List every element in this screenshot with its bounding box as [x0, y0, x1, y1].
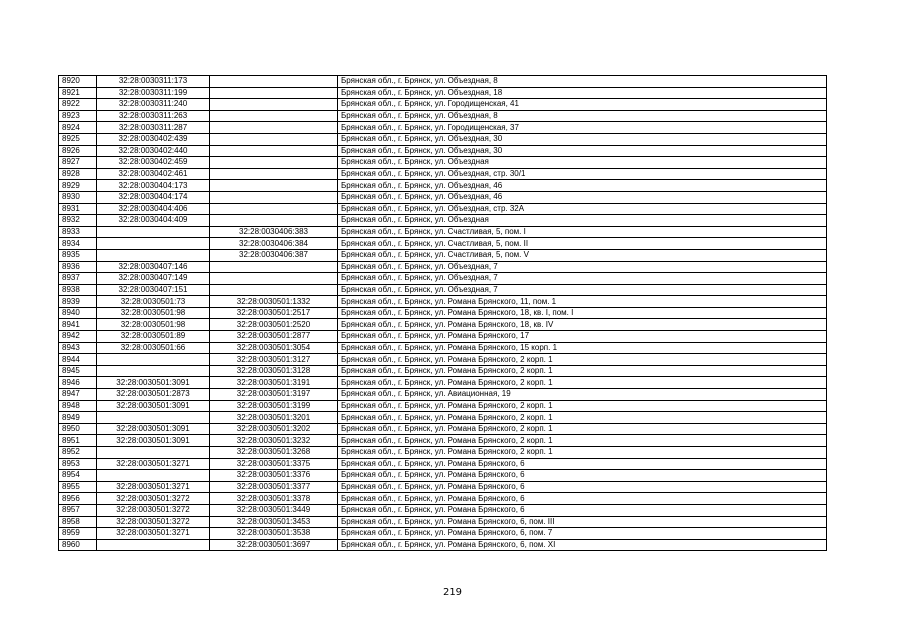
- cadastral-object-cell: 32:28:0030501:3697: [210, 539, 338, 551]
- table-row: [59, 180, 827, 192]
- cadastral-parcel-cell: 32:28:0030501:2873: [97, 389, 210, 401]
- cadastral-object-cell: [210, 122, 338, 134]
- row-number-cell: 8928: [59, 168, 97, 180]
- address-cell: Брянская обл., г. Брянск, ул. Счастливая, 5, пом. II: [338, 238, 827, 250]
- row-number-cell: 8950: [59, 423, 97, 435]
- table-row: [59, 528, 827, 540]
- address-cell: Брянская обл., г. Брянск, ул. Объездная, 8: [338, 110, 827, 122]
- cadastral-parcel-cell: 32:28:0030501:73: [97, 296, 210, 308]
- cadastral-parcel-cell: 32:28:0030501:3272: [97, 504, 210, 516]
- row-number-cell: 8941: [59, 319, 97, 331]
- row-number-cell: 8955: [59, 481, 97, 493]
- table-row: [59, 331, 827, 343]
- table-row: [59, 87, 827, 99]
- address-cell: Брянская обл., г. Брянск, ул. Объездная, 8: [338, 76, 827, 88]
- row-number-cell: 8925: [59, 133, 97, 145]
- address-cell: Брянская обл., г. Брянск, ул. Городищенская, 37: [338, 122, 827, 134]
- cadastral-object-cell: 32:28:0030501:3232: [210, 435, 338, 447]
- cadastral-object-cell: 32:28:0030406:384: [210, 238, 338, 250]
- table-row: [59, 389, 827, 401]
- cadastral-object-cell: [210, 261, 338, 273]
- address-cell: Брянская обл., г. Брянск, ул. Романа Брянского, 17: [338, 331, 827, 343]
- cadastral-parcel-cell: 32:28:0030501:3091: [97, 400, 210, 412]
- cadastral-object-cell: [210, 145, 338, 157]
- table-row: [59, 145, 827, 157]
- row-number-cell: 8958: [59, 516, 97, 528]
- table-row: [59, 191, 827, 203]
- table-row: [59, 261, 827, 273]
- cadastral-parcel-cell: 32:28:0030402:439: [97, 133, 210, 145]
- cadastral-object-cell: [210, 99, 338, 111]
- table-row: [59, 354, 827, 366]
- cadastral-object-cell: [210, 76, 338, 88]
- address-cell: Брянская обл., г. Брянск, ул. Романа Брянского, 2 корп. 1: [338, 365, 827, 377]
- address-cell: Брянская обл., г. Брянск, ул. Романа Брянского, 2 корп. 1: [338, 412, 827, 424]
- row-number-cell: 8951: [59, 435, 97, 447]
- cadastral-parcel-cell: 32:28:0030501:3272: [97, 516, 210, 528]
- row-number-cell: 8947: [59, 389, 97, 401]
- address-cell: Брянская обл., г. Брянск, ул. Романа Брянского, 6: [338, 504, 827, 516]
- row-number-cell: 8923: [59, 110, 97, 122]
- table-row: [59, 249, 827, 261]
- cadastral-object-cell: 32:28:0030501:2520: [210, 319, 338, 331]
- row-number-cell: 8929: [59, 180, 97, 192]
- address-cell: Брянская обл., г. Брянск, ул. Счастливая, 5, пом. I: [338, 226, 827, 238]
- table-row: [59, 516, 827, 528]
- address-cell: Брянская обл., г. Брянск, ул. Объездная, 46: [338, 191, 827, 203]
- row-number-cell: 8932: [59, 215, 97, 227]
- address-cell: Брянская обл., г. Брянск, ул. Романа Брянского, 15 корп. 1: [338, 342, 827, 354]
- cadastral-parcel-cell: [97, 226, 210, 238]
- registry-table-body: [59, 76, 827, 551]
- table-row: [59, 110, 827, 122]
- table-row: [59, 470, 827, 482]
- cadastral-object-cell: [210, 273, 338, 285]
- table-row: [59, 412, 827, 424]
- address-cell: Брянская обл., г. Брянск, ул. Объездная: [338, 215, 827, 227]
- address-cell: Брянская обл., г. Брянск, ул. Романа Брянского, 2 корп. 1: [338, 400, 827, 412]
- cadastral-parcel-cell: 32:28:0030311:263: [97, 110, 210, 122]
- cadastral-parcel-cell: 32:28:0030311:199: [97, 87, 210, 99]
- cadastral-object-cell: 32:28:0030501:2877: [210, 331, 338, 343]
- cadastral-object-cell: [210, 203, 338, 215]
- cadastral-object-cell: 32:28:0030501:3268: [210, 447, 338, 459]
- cadastral-object-cell: 32:28:0030501:1332: [210, 296, 338, 308]
- cadastral-object-cell: 32:28:0030501:3538: [210, 528, 338, 540]
- address-cell: Брянская обл., г. Брянск, ул. Объездная, стр. 32А: [338, 203, 827, 215]
- table-row: [59, 365, 827, 377]
- cadastral-parcel-cell: 32:28:0030501:66: [97, 342, 210, 354]
- cadastral-parcel-cell: [97, 412, 210, 424]
- address-cell: Брянская обл., г. Брянск, ул. Объездная: [338, 157, 827, 169]
- row-number-cell: 8956: [59, 493, 97, 505]
- table-row: [59, 273, 827, 285]
- cadastral-object-cell: 32:28:0030501:3201: [210, 412, 338, 424]
- address-cell: Брянская обл., г. Брянск, ул. Романа Брянского, 2 корп. 1: [338, 447, 827, 459]
- row-number-cell: 8948: [59, 400, 97, 412]
- row-number-cell: 8952: [59, 447, 97, 459]
- table-row: [59, 168, 827, 180]
- table-row: [59, 319, 827, 331]
- cadastral-object-cell: [210, 133, 338, 145]
- row-number-cell: 8934: [59, 238, 97, 250]
- table-row: [59, 284, 827, 296]
- table-row: [59, 435, 827, 447]
- cadastral-object-cell: 32:28:0030501:3377: [210, 481, 338, 493]
- cadastral-object-cell: [210, 168, 338, 180]
- address-cell: Брянская обл., г. Брянск, ул. Объездная, 18: [338, 87, 827, 99]
- row-number-cell: 8930: [59, 191, 97, 203]
- address-cell: Брянская обл., г. Брянск, ул. Объездная, 46: [338, 180, 827, 192]
- cadastral-parcel-cell: 32:28:0030311:173: [97, 76, 210, 88]
- address-cell: Брянская обл., г. Брянск, ул. Романа Брянского, 6: [338, 470, 827, 482]
- row-number-cell: 8960: [59, 539, 97, 551]
- address-cell: Брянская обл., г. Брянск, ул. Романа Брянского, 6: [338, 458, 827, 470]
- row-number-cell: 8922: [59, 99, 97, 111]
- address-cell: Брянская обл., г. Брянск, ул. Романа Брянского, 6, пом. XI: [338, 539, 827, 551]
- cadastral-object-cell: 32:28:0030501:3453: [210, 516, 338, 528]
- row-number-cell: 8939: [59, 296, 97, 308]
- table-row: [59, 423, 827, 435]
- table-row: [59, 99, 827, 111]
- cadastral-parcel-cell: [97, 249, 210, 261]
- row-number-cell: 8921: [59, 87, 97, 99]
- address-cell: Брянская обл., г. Брянск, ул. Счастливая, 5, пом. V: [338, 249, 827, 261]
- row-number-cell: 8944: [59, 354, 97, 366]
- cadastral-parcel-cell: [97, 470, 210, 482]
- cadastral-object-cell: [210, 110, 338, 122]
- cadastral-parcel-cell: 32:28:0030407:149: [97, 273, 210, 285]
- row-number-cell: 8931: [59, 203, 97, 215]
- cadastral-object-cell: [210, 157, 338, 169]
- table-row: [59, 76, 827, 88]
- cadastral-object-cell: 32:28:0030501:3197: [210, 389, 338, 401]
- cadastral-object-cell: [210, 215, 338, 227]
- cadastral-object-cell: 32:28:0030501:3449: [210, 504, 338, 516]
- address-cell: Брянская обл., г. Брянск, ул. Объездная, 30: [338, 133, 827, 145]
- cadastral-parcel-cell: 32:28:0030501:89: [97, 331, 210, 343]
- cadastral-parcel-cell: 32:28:0030311:240: [97, 99, 210, 111]
- address-cell: Брянская обл., г. Брянск, ул. Романа Брянского, 6: [338, 493, 827, 505]
- address-cell: Брянская обл., г. Брянск, ул. Романа Брянского, 6, пом. 7: [338, 528, 827, 540]
- address-cell: Брянская обл., г. Брянск, ул. Объездная, стр. 30/1: [338, 168, 827, 180]
- table-row: [59, 481, 827, 493]
- table-row: [59, 215, 827, 227]
- cadastral-parcel-cell: 32:28:0030404:409: [97, 215, 210, 227]
- address-cell: Брянская обл., г. Брянск, ул. Объездная, 7: [338, 261, 827, 273]
- cadastral-parcel-cell: 32:28:0030402:440: [97, 145, 210, 157]
- table-row: [59, 133, 827, 145]
- address-cell: Брянская обл., г. Брянск, ул. Объездная, 7: [338, 284, 827, 296]
- cadastral-object-cell: 32:28:0030501:3378: [210, 493, 338, 505]
- table-row: [59, 122, 827, 134]
- address-cell: Брянская обл., г. Брянск, ул. Объездная, 30: [338, 145, 827, 157]
- cadastral-object-cell: 32:28:0030406:383: [210, 226, 338, 238]
- cadastral-object-cell: [210, 191, 338, 203]
- row-number-cell: 8920: [59, 76, 97, 88]
- table-row: [59, 504, 827, 516]
- cadastral-parcel-cell: 32:28:0030501:98: [97, 319, 210, 331]
- row-number-cell: 8936: [59, 261, 97, 273]
- cadastral-object-cell: 32:28:0030501:3054: [210, 342, 338, 354]
- table-row: [59, 539, 827, 551]
- cadastral-object-cell: 32:28:0030501:3202: [210, 423, 338, 435]
- table-row: [59, 226, 827, 238]
- cadastral-parcel-cell: 32:28:0030501:3091: [97, 377, 210, 389]
- row-number-cell: 8940: [59, 307, 97, 319]
- address-cell: Брянская обл., г. Брянск, ул. Романа Брянского, 18, кв. I, пом. I: [338, 307, 827, 319]
- row-number-cell: 8924: [59, 122, 97, 134]
- address-cell: Брянская обл., г. Брянск, ул. Авиационная, 19: [338, 389, 827, 401]
- registry-table: [58, 75, 827, 551]
- cadastral-object-cell: 32:28:0030501:3376: [210, 470, 338, 482]
- cadastral-parcel-cell: 32:28:0030404:174: [97, 191, 210, 203]
- cadastral-parcel-cell: 32:28:0030501:3272: [97, 493, 210, 505]
- address-cell: Брянская обл., г. Брянск, ул. Романа Брянского, 2 корп. 1: [338, 354, 827, 366]
- cadastral-parcel-cell: [97, 238, 210, 250]
- row-number-cell: 8959: [59, 528, 97, 540]
- cadastral-object-cell: 32:28:0030501:3375: [210, 458, 338, 470]
- cadastral-parcel-cell: 32:28:0030404:406: [97, 203, 210, 215]
- row-number-cell: 8946: [59, 377, 97, 389]
- row-number-cell: 8949: [59, 412, 97, 424]
- cadastral-parcel-cell: 32:28:0030501:3271: [97, 458, 210, 470]
- row-number-cell: 8954: [59, 470, 97, 482]
- row-number-cell: 8935: [59, 249, 97, 261]
- table-row: [59, 203, 827, 215]
- cadastral-object-cell: 32:28:0030501:3199: [210, 400, 338, 412]
- cadastral-parcel-cell: [97, 354, 210, 366]
- cadastral-object-cell: 32:28:0030406:387: [210, 249, 338, 261]
- table-row: [59, 458, 827, 470]
- cadastral-parcel-cell: 32:28:0030501:3091: [97, 435, 210, 447]
- row-number-cell: 8957: [59, 504, 97, 516]
- table-row: [59, 447, 827, 459]
- address-cell: Брянская обл., г. Брянск, ул. Городищенская, 41: [338, 99, 827, 111]
- cadastral-parcel-cell: 32:28:0030404:173: [97, 180, 210, 192]
- row-number-cell: 8933: [59, 226, 97, 238]
- table-row: [59, 238, 827, 250]
- address-cell: Брянская обл., г. Брянск, ул. Романа Брянского, 2 корп. 1: [338, 377, 827, 389]
- cadastral-object-cell: 32:28:0030501:3128: [210, 365, 338, 377]
- cadastral-parcel-cell: 32:28:0030501:3271: [97, 481, 210, 493]
- cadastral-parcel-cell: 32:28:0030407:151: [97, 284, 210, 296]
- address-cell: Брянская обл., г. Брянск, ул. Романа Брянского, 2 корп. 1: [338, 423, 827, 435]
- table-row: [59, 400, 827, 412]
- table-row: [59, 342, 827, 354]
- row-number-cell: 8937: [59, 273, 97, 285]
- table-row: [59, 493, 827, 505]
- cadastral-parcel-cell: 32:28:0030501:3091: [97, 423, 210, 435]
- cadastral-object-cell: [210, 284, 338, 296]
- address-cell: Брянская обл., г. Брянск, ул. Романа Брянского, 18, кв. IV: [338, 319, 827, 331]
- table-row: [59, 307, 827, 319]
- address-cell: Брянская обл., г. Брянск, ул. Романа Брянского, 6, пом. III: [338, 516, 827, 528]
- row-number-cell: 8945: [59, 365, 97, 377]
- cadastral-parcel-cell: 32:28:0030311:287: [97, 122, 210, 134]
- cadastral-parcel-cell: 32:28:0030407:146: [97, 261, 210, 273]
- row-number-cell: 8942: [59, 331, 97, 343]
- table-row: [59, 157, 827, 169]
- cadastral-parcel-cell: 32:28:0030501:98: [97, 307, 210, 319]
- cadastral-object-cell: [210, 180, 338, 192]
- row-number-cell: 8953: [59, 458, 97, 470]
- address-cell: Брянская обл., г. Брянск, ул. Объездная, 7: [338, 273, 827, 285]
- page-number: 219: [442, 587, 463, 598]
- row-number-cell: 8927: [59, 157, 97, 169]
- cadastral-parcel-cell: 32:28:0030402:461: [97, 168, 210, 180]
- address-cell: Брянская обл., г. Брянск, ул. Романа Брянского, 2 корп. 1: [338, 435, 827, 447]
- cadastral-parcel-cell: 32:28:0030501:3271: [97, 528, 210, 540]
- cadastral-object-cell: 32:28:0030501:2517: [210, 307, 338, 319]
- cadastral-parcel-cell: [97, 539, 210, 551]
- cadastral-parcel-cell: [97, 365, 210, 377]
- row-number-cell: 8938: [59, 284, 97, 296]
- cadastral-parcel-cell: [97, 447, 210, 459]
- row-number-cell: 8943: [59, 342, 97, 354]
- address-cell: Брянская обл., г. Брянск, ул. Романа Брянского, 11, пом. 1: [338, 296, 827, 308]
- cadastral-object-cell: [210, 87, 338, 99]
- cadastral-parcel-cell: 32:28:0030402:459: [97, 157, 210, 169]
- cadastral-object-cell: 32:28:0030501:3127: [210, 354, 338, 366]
- table-row: [59, 377, 827, 389]
- cadastral-object-cell: 32:28:0030501:3191: [210, 377, 338, 389]
- address-cell: Брянская обл., г. Брянск, ул. Романа Брянского, 6: [338, 481, 827, 493]
- table-row: [59, 296, 827, 308]
- row-number-cell: 8926: [59, 145, 97, 157]
